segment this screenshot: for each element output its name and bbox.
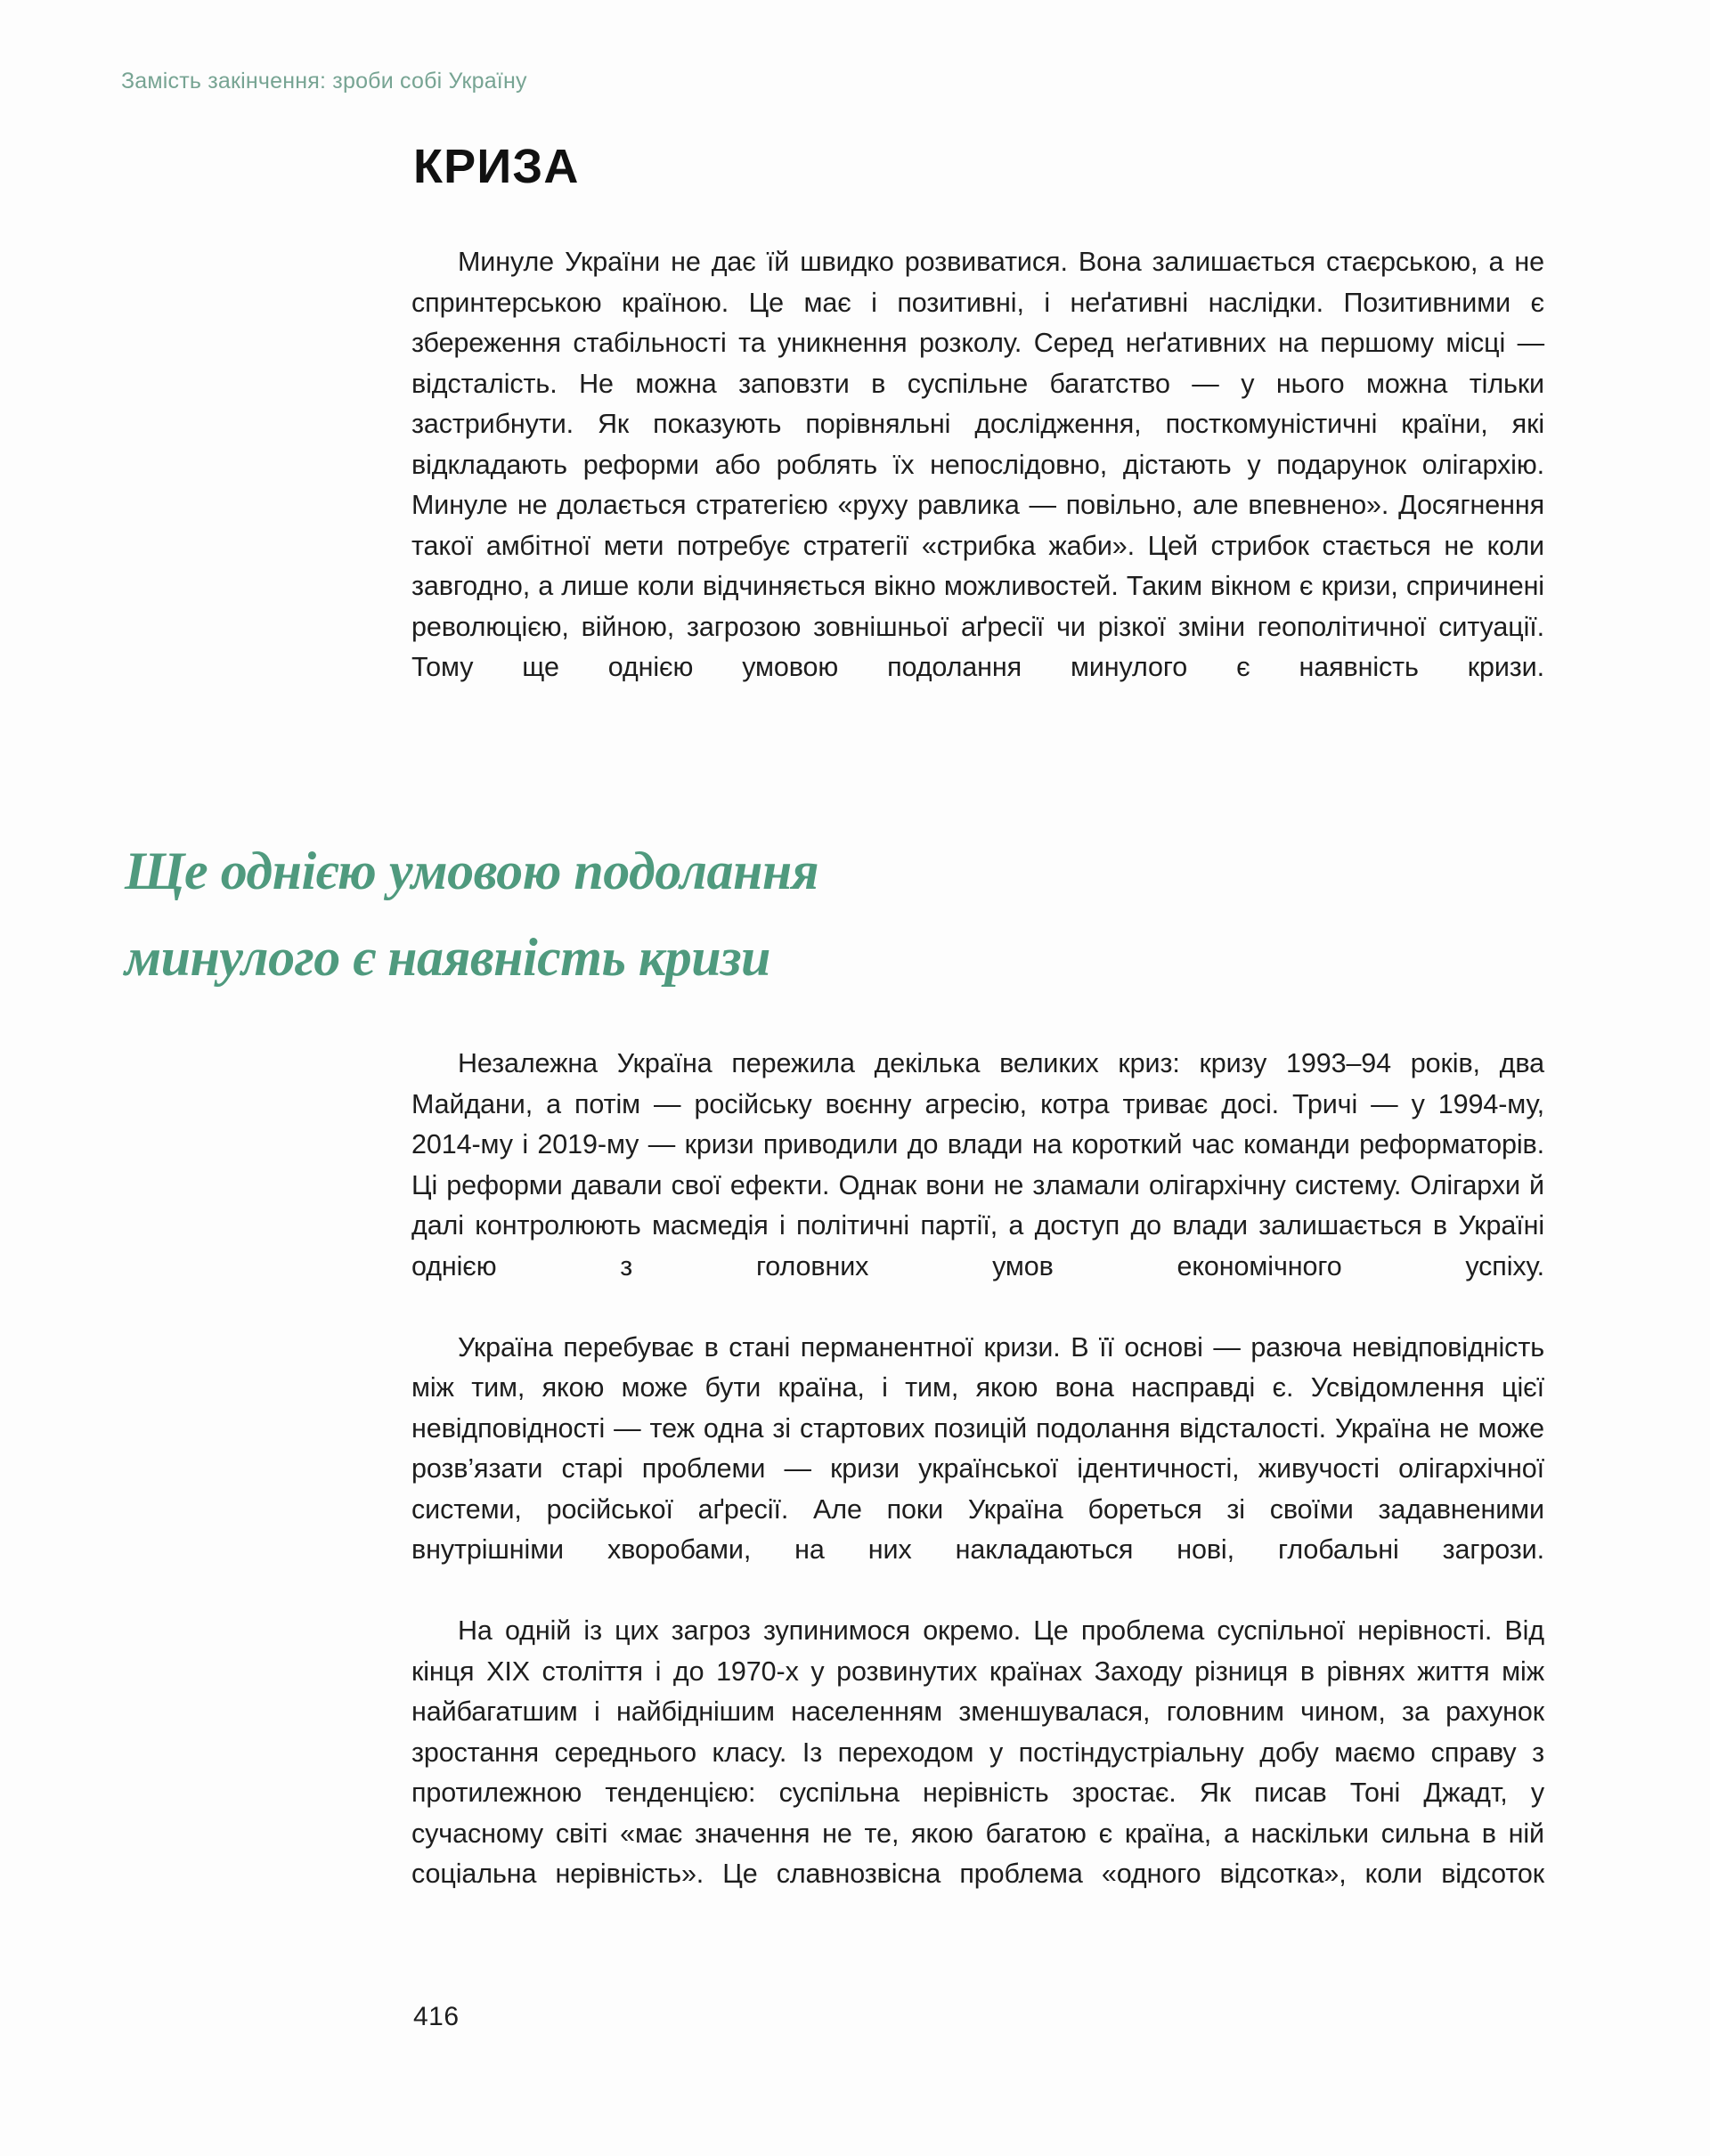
paragraph: Минуле України не дає їй швидко розвиватися. Вона залишається стаєрською, а не спринтерською країною. Це має і позитивні, і неґативні наслідки. Позитивними є збереження стабільності та уникнення розколу. Серед неґативних на першому місці — відсталість. Не можна заповзти в суспільне багатство — у нього можна тільки застрибнути. Як показують порівняльні дослідження, посткомуністичні країни, які відкладають реформи або роблять їх непослідовно, дістають у подарунок олігархію. Минуле не долається стратегією «руху равлика — повільно, але впевнено». Досягнення такої амбітної мети потребує стратегії «стрибка жаби». Цей стрибок стається не коли завгодно, а лише коли відчиняється вікно можливостей. Таким вікном є кризи, спричинені революцією, війною, загрозою зовнішньої аґресії чи різкої зміни геополітичної ситуації. Тому ще однією умовою подолання минулого є наявність кризи. bbox=[411, 247, 1544, 682]
pull-quote-line: Ще однією умовою подолання bbox=[125, 842, 819, 900]
pull-quote-line: минулого є наявність кризи bbox=[125, 928, 770, 987]
text-column-upper bbox=[411, 142, 1544, 728]
paragraph: Незалежна Україна пережила декілька великих криз: кризу 1993–94 років, два Майдани, а потім — російську воєнну агресію, котра триває досі. Тричі — у 1994-му, 2014-му і 2019-му — кризи приводили до влади на короткий час команди реформаторів. Ці реформи давали свої ефекти. Однак вони не зламали олігархічну систему. Олігархи й далі контролюють масмедія і політичні партії, а доступ до влади залишається в Україні однією з головних умов економічного успіху. bbox=[411, 1048, 1544, 1281]
pull-quote bbox=[125, 828, 1532, 1001]
running-header: Замість закінчення: зроби собі Україну bbox=[121, 69, 527, 94]
page-number: 416 bbox=[413, 2002, 460, 2031]
text-column-lower bbox=[411, 1044, 1544, 1935]
page-title: КРИЗА bbox=[413, 140, 580, 193]
paragraph: На одній із цих загроз зупинимося окремо. Це проблема суспільної нерівності. Від кінця XIX століття і до 1970-х у розвинутих країнах Заходу різниця в рівнях життя між найбагатшим і найбіднішим населенням зменшувалася, головним чином, за рахунок зростання середнього класу. Із переходом у постіндустріальну добу маємо справу з протилежною тенденцією: суспільна нерівність зростає. Як писав Тоні Джадт, у сучасному світі «має значення не те, якою багатою є країна, а наскільки сильна в ній соціальна нерівність». Це славнозвісна проблема «одного відсотка», коли відсоток bbox=[411, 1615, 1544, 1889]
paragraph: Україна перебуває в стані перманентної кризи. В її основі — разюча невідповідність між тим, якою може бути країна, і тим, якою вона насправді є. Усвідомлення цієї невідповідності — теж одна зі стартових позицій подолання відсталості. Україна не може розв’язати старі проблеми — кризи української ідентичності, живучості олігархічної системи, російської аґресії. Але поки Україна бореться зі своїми задавненими внутрішніми хворобами, на них накладаються нові, глобальні загрози. bbox=[411, 1331, 1544, 1565]
